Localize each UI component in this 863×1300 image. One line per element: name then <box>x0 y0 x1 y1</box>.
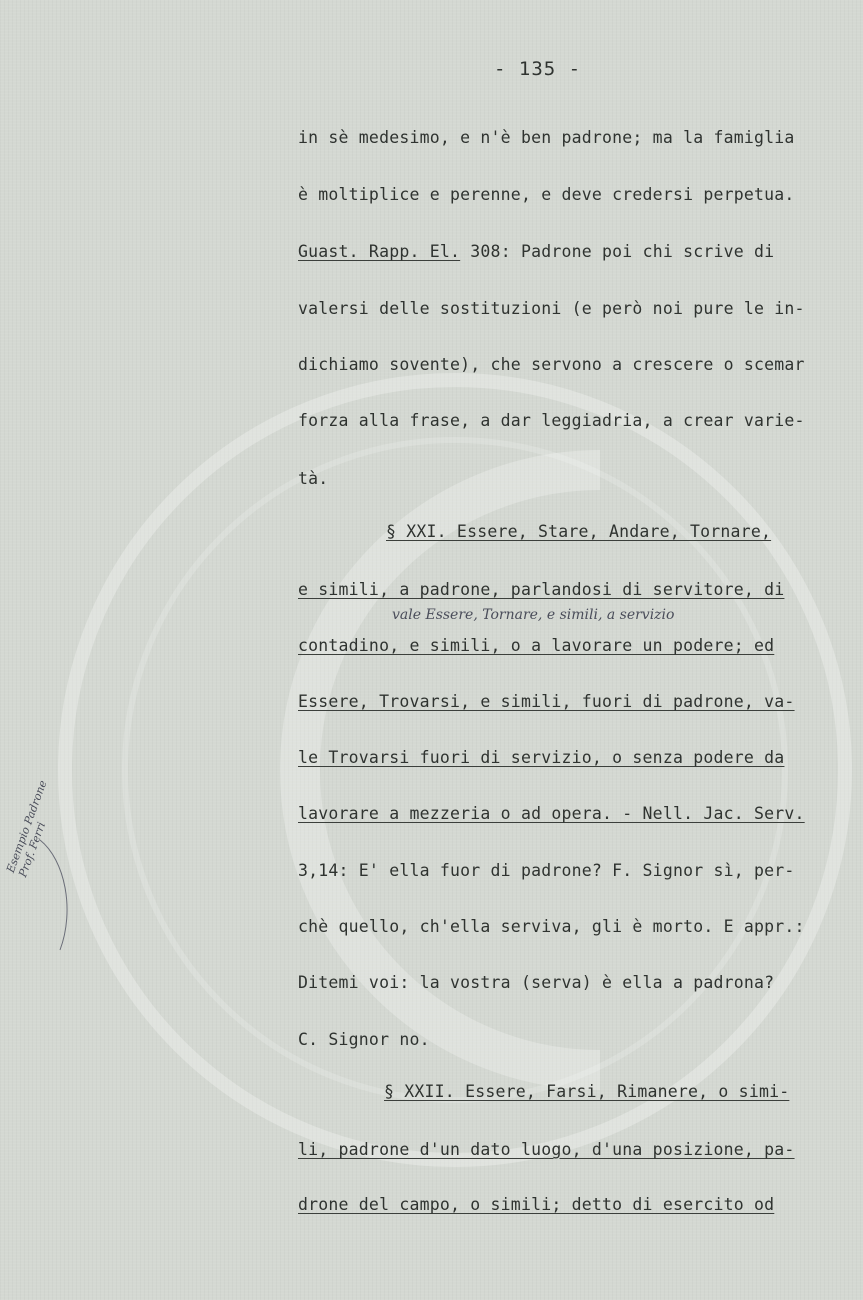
text-line <box>298 692 843 726</box>
handwritten-insertion: vale Essere, Tornare, e simili, a servizio <box>392 607 675 623</box>
section-heading-text: § XXI. Essere, Stare, Andare, Tornare, <box>386 522 772 541</box>
text-line: chè quello, ch'ella serviva, gli è morto. E appr.: <box>298 917 805 936</box>
page-number: - 135 - <box>494 58 582 80</box>
underlined-text: e simili, a padrone, parlandosi di servitore, di <box>298 580 785 599</box>
text-line: C. Signor no. <box>298 1030 430 1049</box>
text-line: tà. <box>298 469 329 488</box>
underlined-text: drone del campo, o simili; detto di esercito od <box>298 1195 775 1214</box>
citation-underlined: Guast. Rapp. El. <box>298 242 461 261</box>
underlined-text: Essere, Trovarsi, e simili, fuori di padrone, va- <box>298 692 795 711</box>
text-line <box>298 748 843 782</box>
text-line <box>298 242 843 276</box>
section-heading-xxii <box>384 1082 844 1116</box>
margin-note-text: Esempio Padrone Prof. Ferri <box>4 778 50 879</box>
section-heading-text: § XXII. Essere, Farsi, Rimanere, o simi- <box>384 1082 790 1101</box>
margin-handwritten-note <box>0 778 90 970</box>
text-line <box>298 636 843 670</box>
text-line: valersi delle sostituzioni (e però noi pure le in- <box>298 299 805 318</box>
text-line: Ditemi voi: la vostra (serva) è ella a padrona? <box>298 973 775 992</box>
underlined-text: li, padrone d'un dato luogo, d'una posizione, pa- <box>298 1140 795 1159</box>
underlined-text: le Trovarsi fuori di servizio, o senza podere da <box>298 748 785 767</box>
text-line <box>298 1140 843 1174</box>
section-heading-xxi <box>386 522 826 556</box>
text-line: dichiamo sovente), che servono a crescere o scemar <box>298 355 805 374</box>
text-line <box>298 804 843 838</box>
text-line: 3,14: E' ella fuor di padrone? F. Signor sì, per- <box>298 861 795 880</box>
text-line: in sè medesimo, e n'è ben padrone; ma la famiglia <box>298 128 795 147</box>
text-line <box>298 1195 843 1229</box>
text-line: è moltiplice e perenne, e deve credersi perpetua. <box>298 185 795 204</box>
underlined-text: contadino, e simili, o a lavorare un podere; ed <box>298 636 775 655</box>
underlined-text: lavorare a mezzeria o ad opera. - Nell. Jac. Serv. <box>298 804 805 823</box>
text-line-rest: 308: Padrone poi chi scrive di <box>460 242 775 261</box>
text-line: forza alla frase, a dar leggiadria, a crear varie- <box>298 411 805 430</box>
